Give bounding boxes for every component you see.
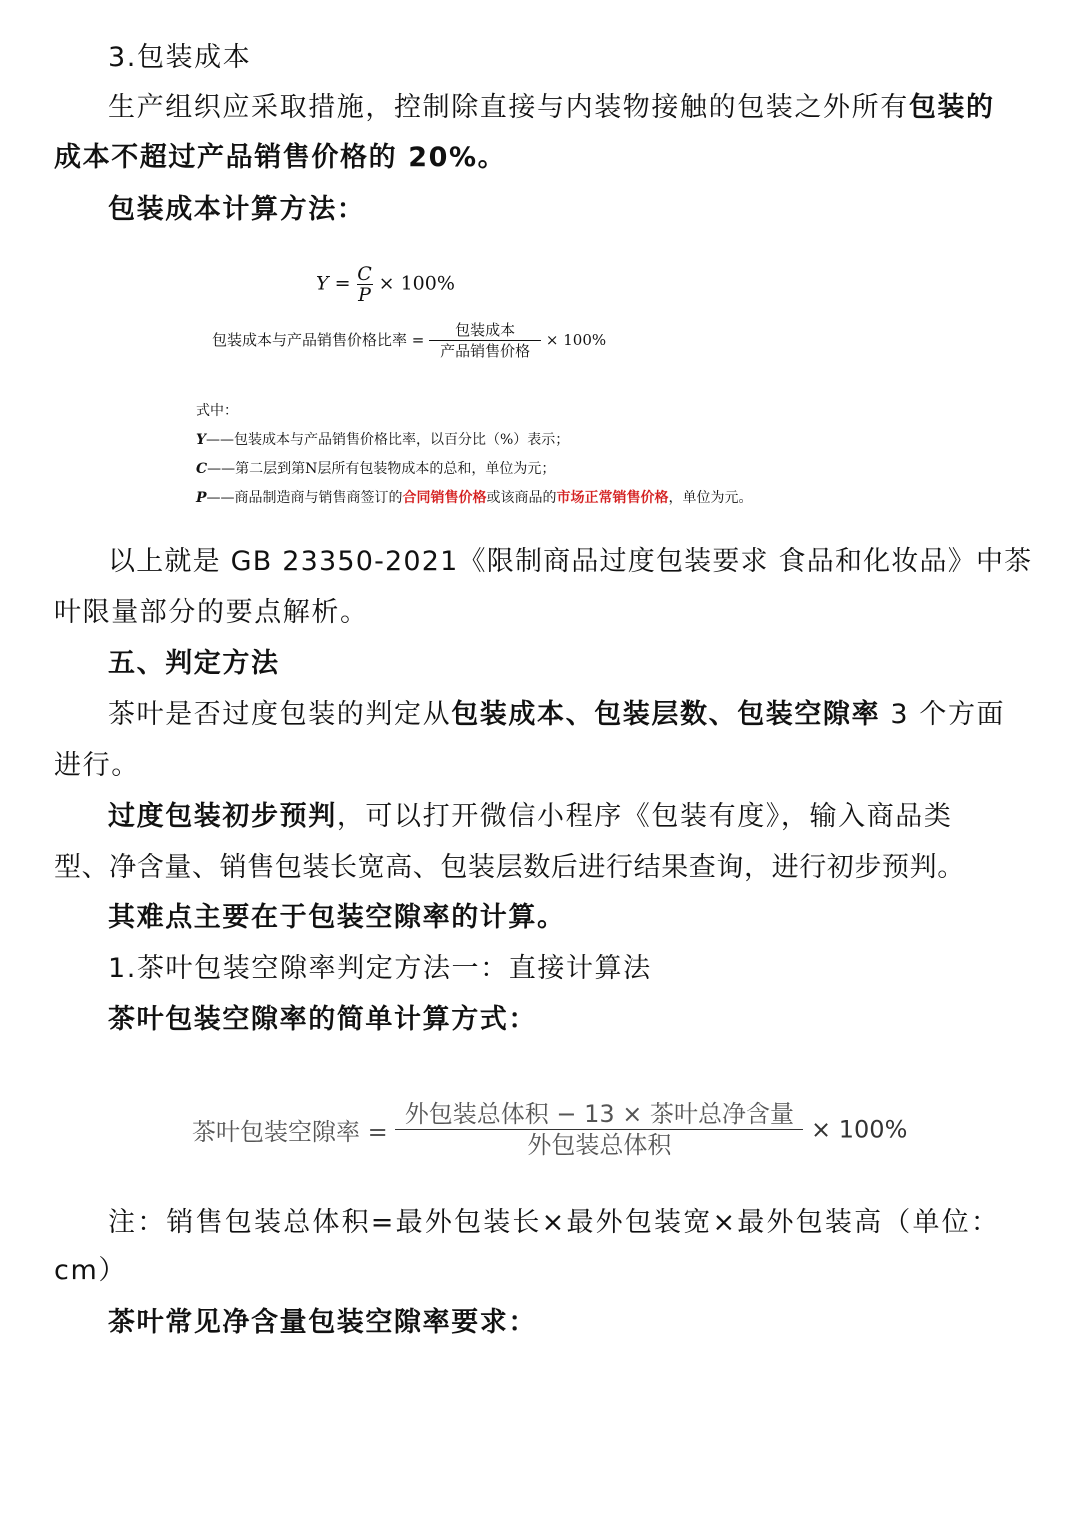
- formula-ratio: [212, 320, 606, 361]
- method-difficulty: 其难点主要在于包装空隙率的计算。: [108, 902, 566, 933]
- method-paragraph2-line1: [108, 799, 953, 835]
- cost-paragraph-text: 生产组织应采取措施，控制除直接与内装物接触的包装之外所有: [108, 92, 909, 123]
- section-heading-method: 五、判定方法: [108, 648, 280, 679]
- formula-ratio-denominator: 产品销售价格: [440, 342, 531, 360]
- method-paragraph2-line2: 型、净含量、销售包装长宽高、包装层数后进行结果查询，进行初步预判。: [54, 852, 965, 883]
- legend-p-market-price: 市场正常销售价格: [556, 490, 669, 506]
- legend-c-text: ——第二层到第N层所有包装物成本的总和，单位为元；: [207, 461, 556, 477]
- formula-c-var: C: [357, 263, 372, 285]
- formula-equals: =: [334, 272, 351, 295]
- legend-p-contract-price: 合同销售价格: [402, 490, 487, 506]
- cost-paragraph-line2: 成本不超过产品销售价格的 20%。: [54, 142, 507, 173]
- final-title: 茶叶常见净含量包装空隙率要求：: [108, 1307, 537, 1338]
- legend-p-text-a: ——商品制造商与销售商签订的: [206, 490, 403, 506]
- legend-y-text: ——包装成本与产品销售价格比率，以百分比（%）表示；: [206, 432, 570, 448]
- formula-c-over-p: [357, 264, 373, 305]
- legend-y-var: Y: [196, 432, 206, 448]
- formula-ratio-times-100: × 100%: [545, 331, 607, 349]
- formula-ratio-label: 包装成本与产品销售价格比率 =: [212, 331, 425, 349]
- void-ratio-denominator: 外包装总体积: [527, 1131, 672, 1159]
- legend-p-text-b: 或该商品的: [486, 490, 557, 506]
- formula-legend-c: [196, 459, 555, 479]
- summary-line2: 叶限量部分的要点解析。: [54, 597, 369, 628]
- void-ratio-label: 茶叶包装空隙率 =: [192, 1118, 388, 1146]
- formula-ratio-fraction: [429, 320, 541, 361]
- formula-times-100: × 100%: [378, 272, 455, 295]
- cost-method-title: 包装成本计算方法：: [108, 194, 366, 225]
- legend-c-var: C: [196, 461, 208, 477]
- void-ratio-numerator: 外包装总体积 − 13 × 茶叶总净含量: [404, 1100, 795, 1128]
- legend-p-text-c: ，单位为元。: [668, 490, 753, 506]
- formula-ratio-numerator: 包装成本: [455, 321, 516, 339]
- formula-p-var: P: [358, 284, 371, 306]
- cost-paragraph-bold-a: 包装的: [908, 92, 995, 123]
- legend-p-var: P: [196, 490, 207, 506]
- formula-legend-y: [196, 430, 569, 450]
- note-line1: 注：销售包装总体积=最外包装长×最外包装宽×最外包装高（单位：: [108, 1207, 1001, 1238]
- method-sub1-heading: 1.茶叶包装空隙率判定方法一：直接计算法: [108, 953, 652, 984]
- formula-y-var: Y: [316, 272, 329, 295]
- void-ratio-formula: [192, 1099, 907, 1160]
- method-p2-bold: 过度包装初步预判: [108, 801, 337, 832]
- method-sub1-title: 茶叶包装空隙率的简单计算方式：: [108, 1004, 537, 1035]
- cost-paragraph-line1: [108, 90, 995, 126]
- section-heading-cost: 3.包装成本: [108, 42, 252, 73]
- formula-legend-title: 式中：: [196, 403, 238, 419]
- formula-y-equals: [316, 264, 455, 305]
- method-paragraph1-line2: 进行。: [54, 750, 140, 781]
- note-line2: cm）: [54, 1255, 127, 1286]
- method-p2-text: ，可以打开微信小程序《包装有度》，输入商品类: [336, 801, 953, 832]
- formula-legend-p: [196, 488, 753, 508]
- method-p1-text-b: 3 个方面: [880, 699, 1006, 730]
- method-p1-text-a: 茶叶是否过度包装的判定从: [108, 699, 452, 730]
- void-ratio-times-100: × 100%: [811, 1115, 908, 1144]
- summary-line1: 以上就是 GB 23350-2021《限制商品过度包装要求 食品和化妆品》中茶: [108, 546, 1033, 577]
- void-ratio-fraction: [395, 1099, 803, 1160]
- method-paragraph1-line1: [108, 697, 1005, 733]
- method-p1-bold: 包装成本、包装层数、包装空隙率: [451, 699, 881, 730]
